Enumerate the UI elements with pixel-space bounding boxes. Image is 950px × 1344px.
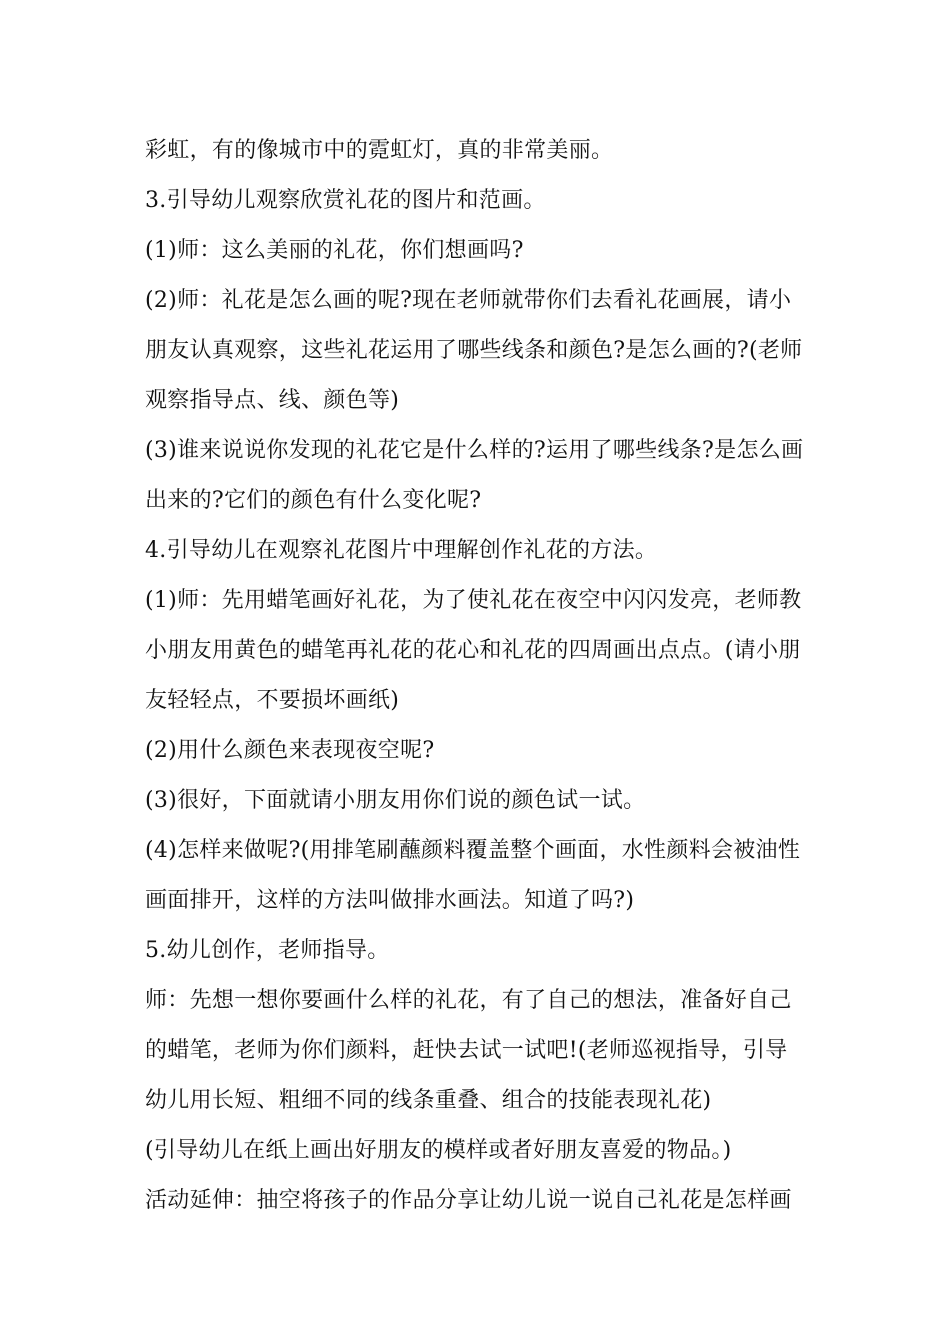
text-line: 3.引导幼儿观察欣赏礼花的图片和范画。	[145, 188, 546, 213]
text-line: (1)师：先用蜡笔画好礼花，为了使礼花在夜空中闪闪发亮，老师教	[145, 588, 802, 613]
text-line: (3)谁来说说你发现的礼花它是什么样的?运用了哪些线条?是怎么画	[145, 438, 804, 463]
text-line: 的蜡笔，老师为你们颜料，赶快去试一试吧!(老师巡视指导，引导	[145, 1038, 788, 1063]
text-line: 朋友认真观察，这些礼花运用了哪些线条和颜色?是怎么画的?(老师	[145, 338, 803, 363]
text-line: (引导幼儿在纸上画出好朋友的模样或者好朋友喜爱的物品。)	[145, 1138, 732, 1163]
text-line: 4.引导幼儿在观察礼花图片中理解创作礼花的方法。	[145, 538, 658, 563]
text-line: 出来的?它们的颜色有什么变化呢?	[145, 488, 482, 513]
text-line: 5.幼儿创作，老师指导。	[145, 938, 390, 963]
text-line: (2)师：礼花是怎么画的呢?现在老师就带你们去看礼花画展，请小	[145, 288, 792, 313]
text-line: 活动延伸：抽空将孩子的作品分享让幼儿说一说自己礼花是怎样画	[145, 1188, 792, 1213]
text-line: 幼儿用长短、粗细不同的线条重叠、组合的技能表现礼花)	[145, 1088, 712, 1113]
text-line: (4)怎样来做呢?(用排笔刷蘸颜料覆盖整个画面，水性颜料会被油性	[145, 838, 801, 863]
text-line: (2)用什么颜色来表现夜空呢?	[145, 738, 435, 763]
text-line: 友轻轻点，不要损坏画纸)	[145, 688, 400, 713]
text-line: 画面排开，这样的方法叫做排水画法。知道了吗?)	[145, 888, 635, 913]
text-line: 师：先想一想你要画什么样的礼花，有了自己的想法，准备好自己	[145, 988, 792, 1013]
text-line: (1)师：这么美丽的礼花，你们想画吗?	[145, 238, 524, 263]
text-line: (3)很好，下面就请小朋友用你们说的颜色试一试。	[145, 788, 646, 813]
text-line: 彩虹，有的像城市中的霓虹灯，真的非常美丽。	[145, 138, 614, 163]
text-line: 小朋友用黄色的蜡笔再礼花的花心和礼花的四周画出点点。(请小朋	[145, 638, 801, 663]
text-line: 观察指导点、线、颜色等)	[145, 388, 400, 413]
